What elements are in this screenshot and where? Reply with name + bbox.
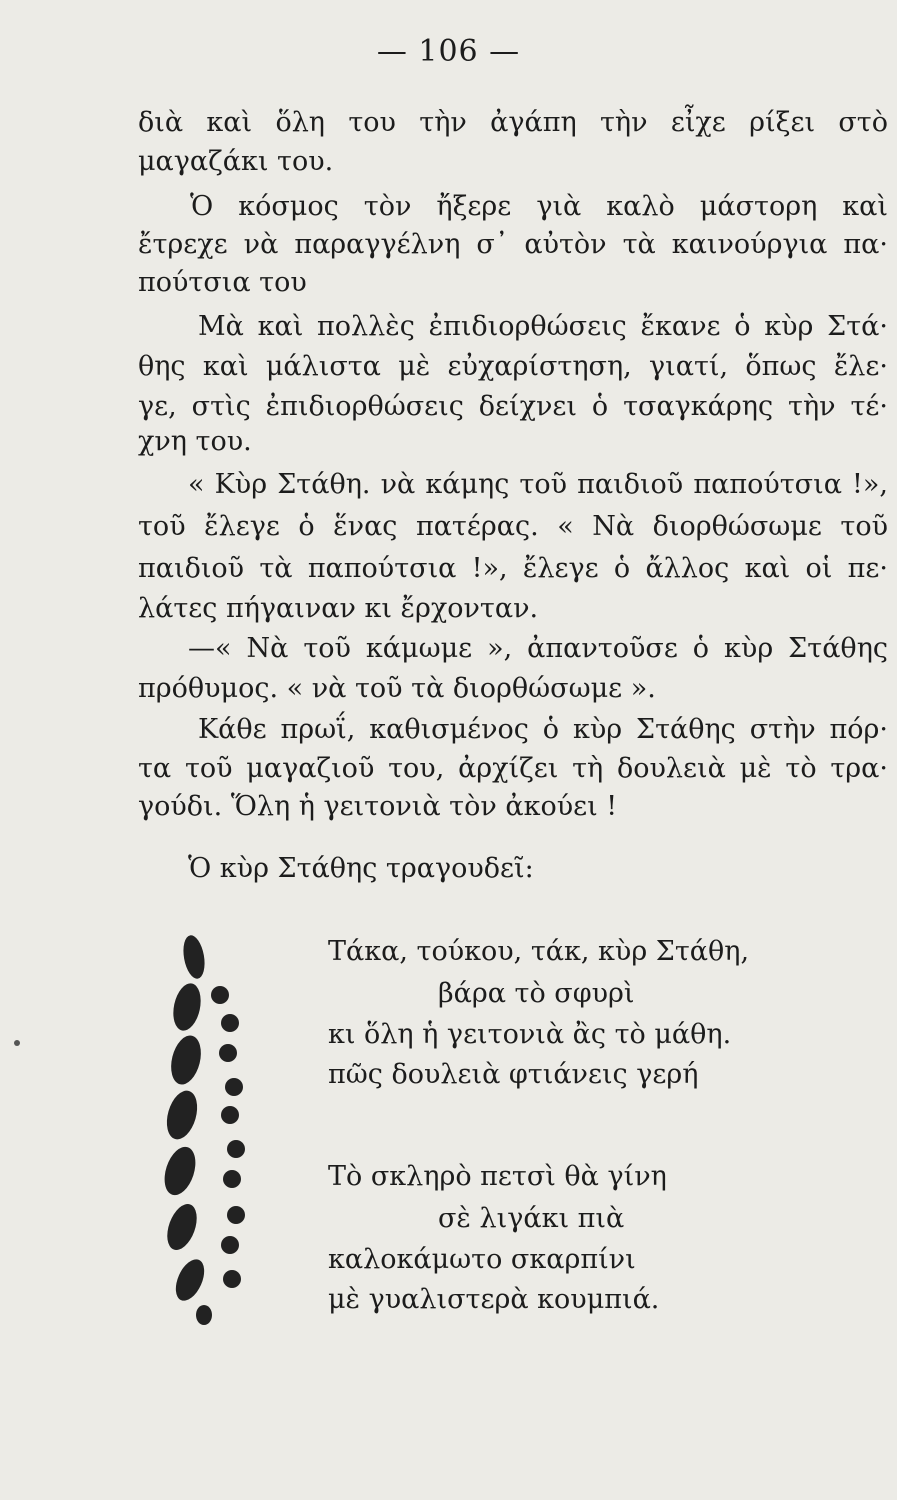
page-number: — 106 — xyxy=(376,34,521,69)
prose-line: πούτσια του xyxy=(138,267,307,298)
prose-line: τοῦ ἔλεγε ὁ ἕνας πατέρας. « Νὰ διορθώσωμε τοῦ xyxy=(138,511,888,542)
prose-line: τα τοῦ μαγαζιοῦ του, ἀρχίζει τὴ δουλειὰ μὲ τὸ τρα· xyxy=(138,753,888,784)
prose-line: γούδι. Ὅλη ἡ γειτονιὰ τὸν ἀκούει ! xyxy=(138,791,618,822)
laurel-ornament-icon xyxy=(160,935,260,1325)
prose-line: « Κὺρ Στάθη. νὰ κάμης τοῦ παιδιοῦ παπούτσια !», xyxy=(188,469,888,500)
prose-line: —« Νὰ τοῦ κάμωμε », ἀπαντοῦσε ὁ κὺρ Στάθης xyxy=(188,633,888,664)
prose-line: παιδιοῦ τὰ παπούτσια !», ἔλεγε ὁ ἄλλος καὶ οἱ πε· xyxy=(138,553,888,584)
prose-line: διὰ καὶ ὅλη του τὴν ἀγάπη τὴν εἶχε ρίξει στὸ xyxy=(138,107,888,138)
stray-dot xyxy=(14,1040,20,1046)
verse-line: κι ὅλη ἡ γειτονιὰ ἂς τὸ μάθη. xyxy=(328,1019,732,1050)
prose-line: Ὁ κὺρ Στάθης τραγουδεῖ: xyxy=(188,853,534,884)
prose-line: Μὰ καὶ πολλὲς ἐπιδιορθώσεις ἔκανε ὁ κὺρ Στά· xyxy=(198,311,888,342)
prose-line: ἔτρεχε νὰ παραγγέλνη σ᾽ αὐτὸν τὰ καινούργια πα· xyxy=(138,229,888,260)
prose-line: γε, στὶς ἐπιδιορθώσεις δείχνει ὁ τσαγκάρης τὴν τέ· xyxy=(138,391,888,422)
verse-line: μὲ γυαλιστερὰ κουμπιά. xyxy=(328,1284,660,1315)
prose-line: χνη του. xyxy=(138,426,252,457)
verse-line: Τάκα, τούκου, τάκ, κὺρ Στάθη, xyxy=(328,936,750,967)
prose-line: Ὁ κόσμος τὸν ἤξερε γιὰ καλὸ μάστορη καὶ xyxy=(190,191,888,222)
prose-line: πρόθυμος. « νὰ τοῦ τὰ διορθώσωμε ». xyxy=(138,673,656,704)
verse-line: βάρα τὸ σφυρὶ xyxy=(438,978,635,1009)
verse-line: Τὸ σκληρὸ πετσὶ θὰ γίνη xyxy=(328,1161,667,1192)
prose-line: μαγαζάκι του. xyxy=(138,146,334,177)
verse-line: πῶς δουλειὰ φτιάνεις γερή xyxy=(328,1059,699,1090)
prose-line: θης καὶ μάλιστα μὲ εὐχαρίστηση, γιατί, ὅπως ἔλε· xyxy=(138,351,888,382)
prose-line: λάτες πήγαιναν κι ἔρχονταν. xyxy=(138,593,539,624)
verse-line: καλοκάμωτο σκαρπίνι xyxy=(328,1244,636,1275)
prose-line: Κάθε πρωΐ, καθισμένος ὁ κὺρ Στάθης στὴν πόρ· xyxy=(198,714,888,745)
verse-line: σὲ λιγάκι πιὰ xyxy=(438,1203,625,1234)
